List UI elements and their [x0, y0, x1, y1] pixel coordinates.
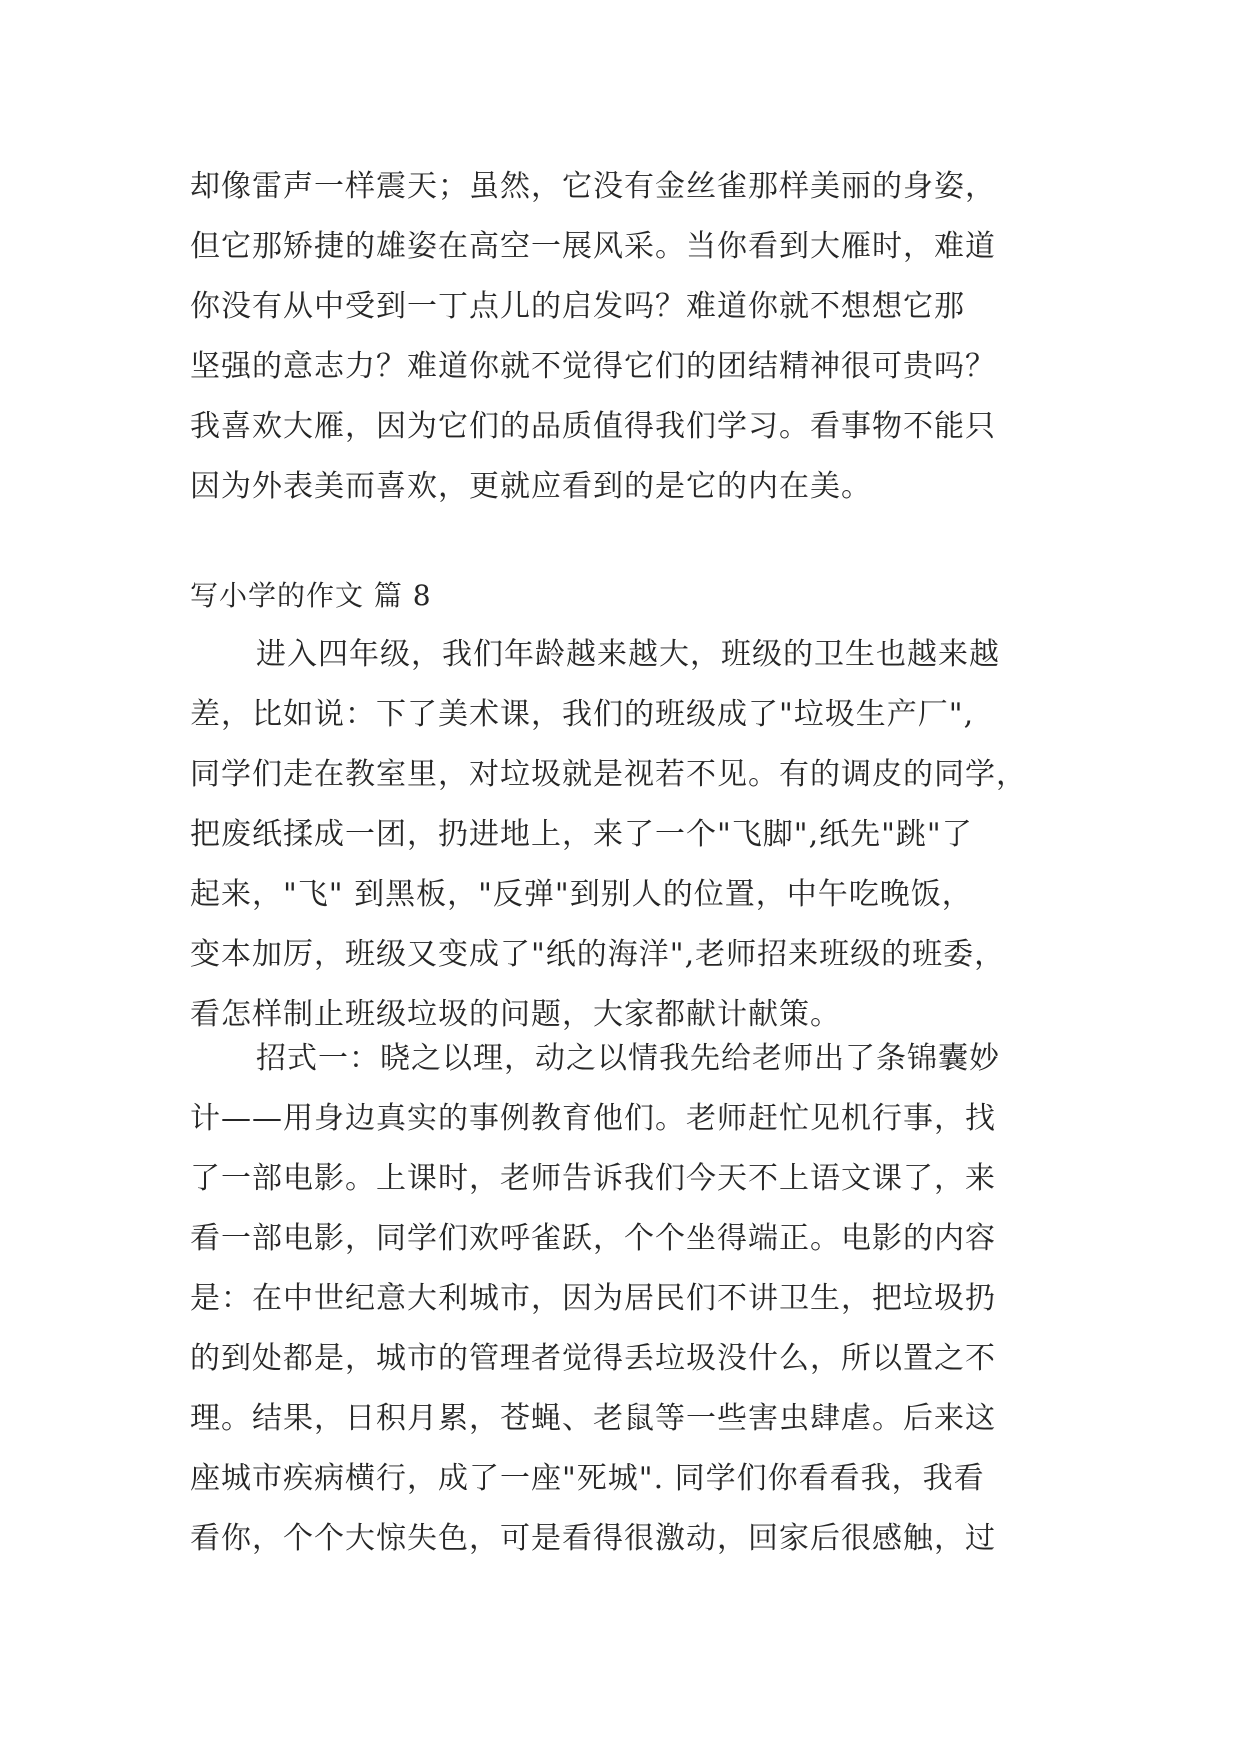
paragraph-top: [190, 157, 1070, 517]
paragraph-1: [190, 625, 1070, 1045]
text-line: 理。结果，日积月累，苍蝇、老鼠等一些害虫肆虐。后来这: [190, 1401, 996, 1436]
text-line: 是：在中世纪意大利城市，因为居民们不讲卫生，把垃圾扔: [190, 1281, 996, 1316]
text-line: 你没有从中受到一丁点儿的启发吗？难道你就不想想它那: [190, 289, 965, 324]
text-line: 的到处都是，城市的管理者觉得丢垃圾没什么，所以置之不: [190, 1341, 996, 1376]
text-line: 进入四年级，我们年龄越来越大，班级的卫生也越来越: [256, 637, 1000, 672]
text-line: 我喜欢大雁，因为它们的品质值得我们学习。看事物不能只: [190, 409, 996, 444]
text-line: 了一部电影。上课时，老师告诉我们今天不上语文课了，来: [190, 1161, 996, 1196]
text-line: 看你，个个大惊失色，可是看得很激动，回家后很感触，过: [190, 1521, 996, 1556]
text-line: 计——用身边真实的事例教育他们。老师赶忙见机行事，找: [190, 1101, 996, 1136]
text-line: 起来，"飞" 到黑板，"反弹"到别人的位置，中午吃晚饭，: [190, 877, 973, 912]
text-line: 但它那矫捷的雄姿在高空一展风采。当你看到大雁时，难道: [190, 229, 996, 264]
text-line: 座城市疾病横行，成了一座"死城". 同学们你看看我，我看: [190, 1461, 985, 1496]
text-line: 却像雷声一样震天；虽然，它没有金丝雀那样美丽的身姿，: [190, 169, 996, 204]
section-heading: 写小学的作文 篇 8: [190, 579, 432, 612]
text-line: 把废纸揉成一团，扔进地上，来了一个"飞脚",纸先"跳"了: [190, 817, 973, 852]
text-line: 变本加厉，班级又变成了"纸的海洋",老师招来班级的班委，: [190, 937, 1006, 972]
text-line: 看怎样制止班级垃圾的问题，大家都献计献策。: [190, 997, 841, 1032]
text-line: 看一部电影，同学们欢呼雀跃，个个坐得端正。电影的内容: [190, 1221, 996, 1256]
text-line: 同学们走在教室里，对垃圾就是视若不见。有的调皮的同学，: [190, 757, 1027, 792]
text-line: 因为外表美而喜欢，更就应看到的是它的内在美。: [190, 469, 872, 504]
text-line: 坚强的意志力？难道你就不觉得它们的团结精神很可贵吗？: [190, 349, 996, 384]
text-line: 招式一：晓之以理，动之以情我先给老师出了条锦囊妙: [256, 1041, 1000, 1076]
paragraph-2: [190, 1029, 1070, 1569]
text-line: 差，比如说：下了美术课，我们的班级成了"垃圾生产厂",: [190, 697, 975, 732]
